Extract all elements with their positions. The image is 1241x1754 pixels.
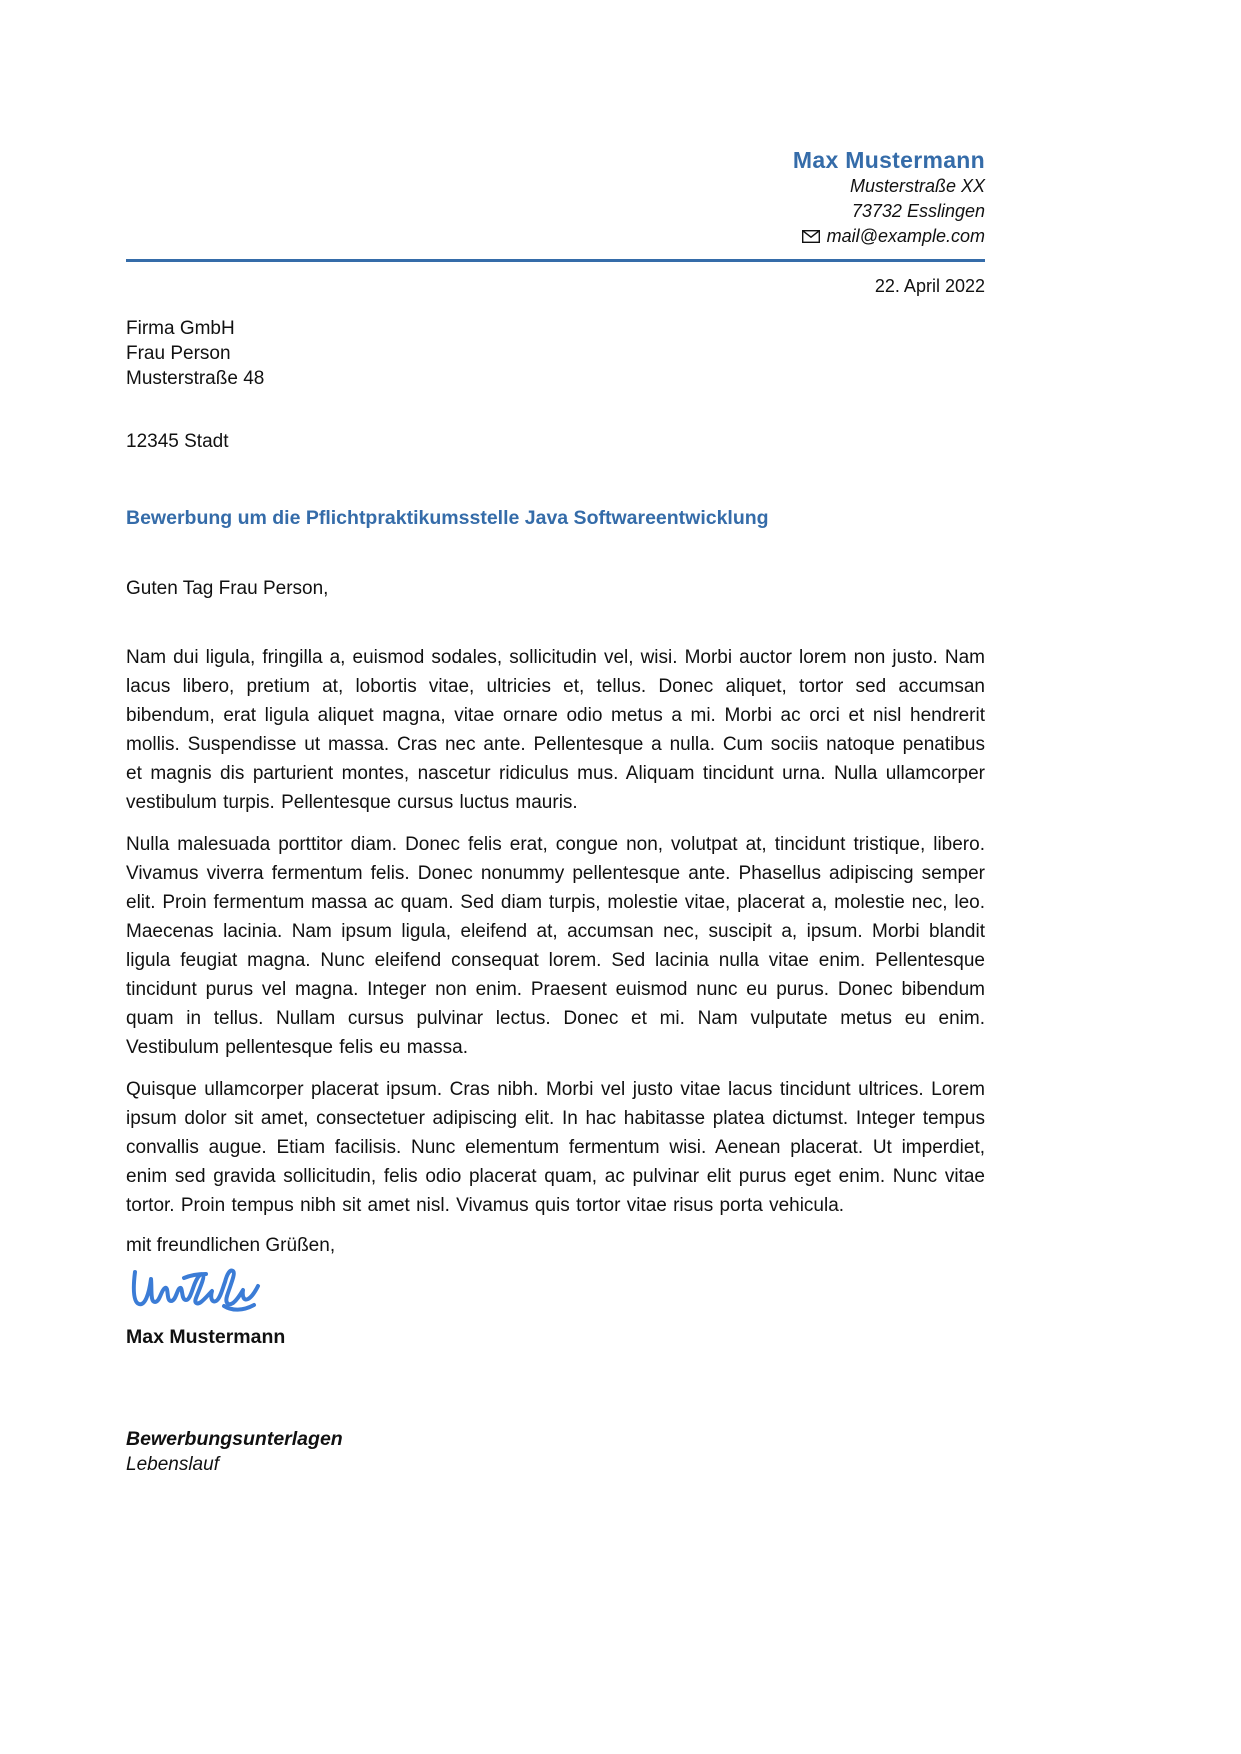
recipient-street: Musterstraße 48 (126, 368, 265, 389)
recipient-block (126, 316, 985, 454)
sender-city: 73732 Esslingen (851, 201, 985, 221)
sender-name: Max Mustermann (792, 147, 985, 173)
sender-email-row (802, 224, 985, 249)
signature-image (128, 1262, 278, 1314)
enclosure-item: Lebenslauf (126, 1454, 219, 1475)
letter-date: 22. April 2022 (874, 276, 985, 296)
body-paragraph: Nulla malesuada porttitor diam. Donec felis erat, congue non, volutpat at, tincidunt tristique, libero. Vivamus viverra fermentum felis. Donec nonummy pellentesque ante. Phasellus adipiscing semper elit. Proin fermentum massa ac quam. Sed diam turpis, molestie vitae, placerat a, molestie nec, leo. Maecenas lacinia. Nam ipsum ligula, eleifend at, accumsan nec, suscipit a, ipsum. Morbi blandit ligula feugiat magna. Nunc eleifend consequat lorem. Sed lacinia nulla vitae enim. Pellentesque tincidunt purus vel magna. Integer non enim. Praesent euismod nunc eu purus. Donec bibendum quam in tellus. Nullam cursus pulvinar lectus. Donec et mi. Nam vulputate metus eu enim. Vestibulum pellentesque felis eu massa. (126, 834, 985, 1058)
sender-email: mail@example.com (826, 226, 985, 246)
salutation: Guten Tag Frau Person, (126, 578, 329, 599)
recipient-city: 12345 Stadt (126, 431, 229, 452)
subject-line: Bewerbung um die Pflichtpraktikumsstelle Java Softwareentwicklung (126, 507, 769, 529)
body-paragraph: Nam dui ligula, fringilla a, euismod sodales, sollicitudin vel, wisi. Morbi auctor lorem non justo. Nam lacus libero, pretium at, lobortis vitae, ultricies et, tellus. Donec aliquet, tortor sed accumsan bibendum, erat ligula aliquet magna, vitae ornare odio metus a mi. Morbi ac orci et nisl hendrerit mollis. Suspendisse ut massa. Cras nec ante. Pellentesque a nulla. Cum sociis natoque penatibus et magnis dis parturient montes, nascetur ridiculus mus. Aliquam tincidunt urna. Nulla ullamcorper vestibulum turpis. Pellentesque cursus luctus mauris. (126, 647, 985, 813)
enclosures-block (126, 1426, 985, 1478)
sender-block (126, 146, 985, 249)
enclosures-heading: Bewerbungsunterlagen (126, 1428, 343, 1450)
body-paragraph: Quisque ullamcorper placerat ipsum. Cras nibh. Morbi vel justo vitae lacus tincidunt ultrices. Lorem ipsum dolor sit amet, consectetuer adipiscing elit. In hac habitasse platea dictumst. Integer tempus convallis augue. Etiam facilisis. Nunc elementum fermentum wisi. Aenean placerat. Ut imperdiet, enim sed gravida sollicitudin, felis odio placerat quam, ac pulvinar elit purus eget enim. Nunc vitae tortor. Proin tempus nibh sit amet nisl. Vivamus quis tortor vitae risus porta vehicula. (126, 1079, 985, 1216)
header-divider (126, 259, 985, 262)
signer-name: Max Mustermann (126, 1326, 286, 1348)
sender-street: Musterstraße XX (849, 176, 985, 196)
recipient-company: Firma GmbH (126, 318, 235, 339)
valediction: mit freundlichen Grüßen, (126, 1235, 336, 1256)
letter-body (126, 643, 985, 1220)
envelope-icon (802, 230, 820, 243)
recipient-contact: Frau Person (126, 343, 231, 364)
